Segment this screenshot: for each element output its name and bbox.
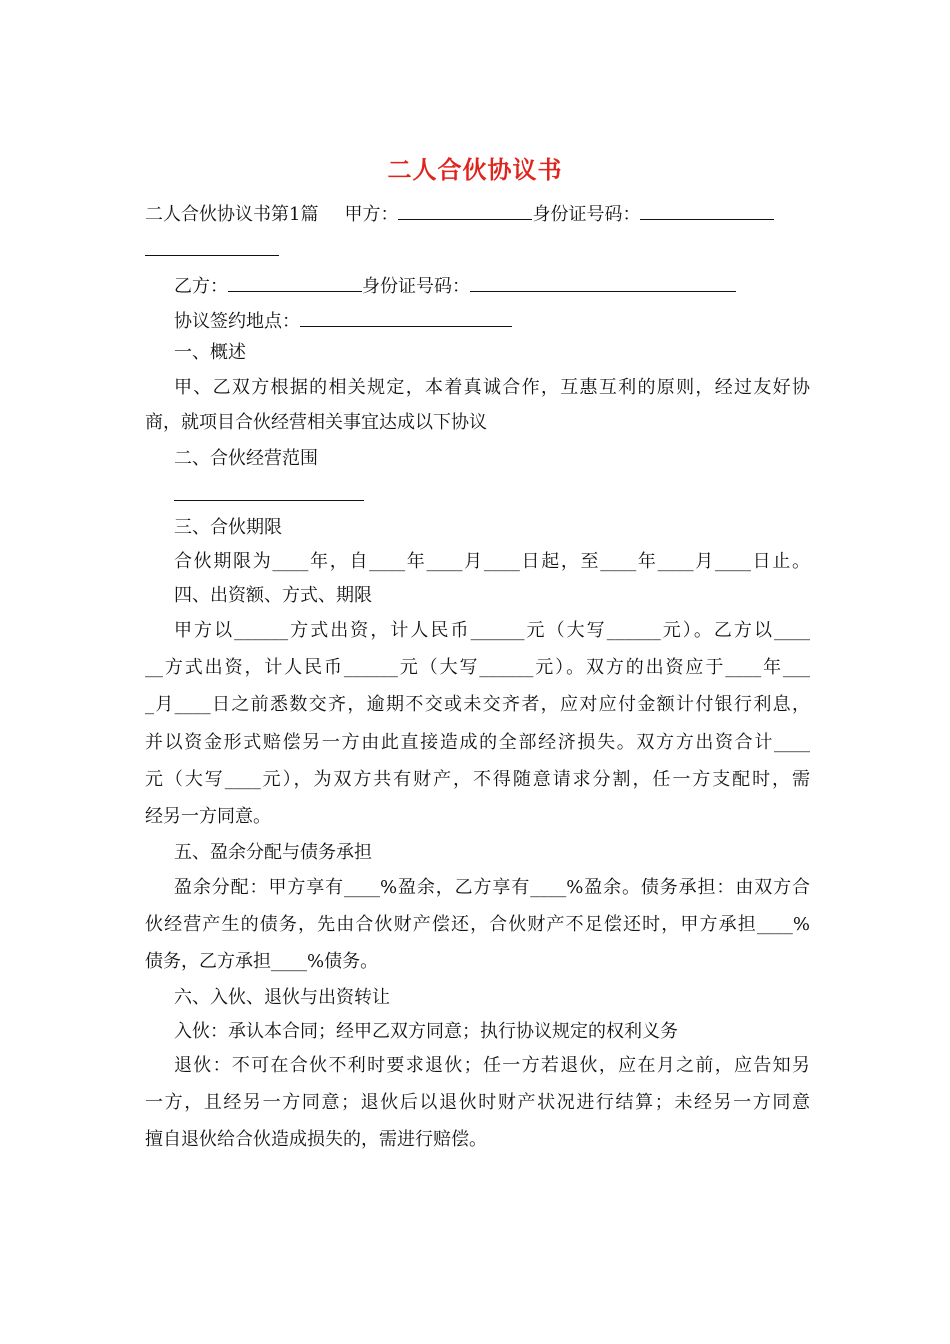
paragraph-line: 伙经营产生的债务，先由合伙财产偿还，合伙财产不足偿还时，甲方承担____% [145, 914, 810, 935]
paragraph-line: 退伙：不可在合伙不利时要求退伙；任一方若退伙，应在月之前，应告知另 [174, 1055, 810, 1076]
party-a-id-continuation [145, 237, 810, 262]
scope-blank[interactable] [174, 482, 364, 501]
party-b-id-label: 身份证号码： [362, 276, 470, 297]
paragraph-line: 合伙期限为____年，自____年____月____日起，至____年____月____日止。 [174, 551, 810, 572]
scope-line [174, 482, 810, 507]
paragraph-line: 商，就项目合伙经营相关事宜达成以下协议 [145, 412, 487, 433]
party-b-line [174, 273, 810, 298]
section-heading: 五、盈余分配与债务承担 [174, 842, 372, 863]
paragraph-line: 经另一方同意。 [145, 806, 271, 827]
section-heading: 六、入伙、退伙与出资转让 [174, 987, 390, 1008]
party-a-id-label: 身份证号码： [532, 204, 641, 225]
party-a-label: 甲方： [344, 204, 399, 225]
part-label: 二人合伙协议书第1篇 [145, 204, 319, 225]
party-b-label: 乙方： [174, 276, 228, 297]
sign-place-blank[interactable] [300, 308, 512, 327]
paragraph-line: 甲方以______方式出资，计人民币______元（大写______元）。乙方以____ [174, 620, 810, 641]
paragraph-line: 并以资金形式赔偿另一方由此直接造成的全部经济损失。双方方出资合计____ [145, 732, 810, 753]
paragraph-line: 元（大写____元），为双方共有财产，不得随意请求分割，任一方支配时，需 [145, 769, 810, 790]
paragraph-line: __方式出资，计人民币______元（大写______元）。双方的出资应于____年___ [145, 657, 810, 678]
party-b-id-blank[interactable] [470, 273, 736, 292]
paragraph-line: _月____日之前悉数交齐，逾期不交或未交齐者，应对应付金额计付银行利息， [145, 694, 810, 715]
party-a-id-blank-2[interactable] [145, 237, 279, 256]
paragraph-line: 债务，乙方承担____%债务。 [145, 951, 379, 972]
paragraph-line: 擅自退伙给合伙造成损失的，需进行赔偿。 [145, 1129, 487, 1150]
party-b-blank[interactable] [228, 273, 362, 292]
section-heading: 一、概述 [174, 342, 246, 363]
section-heading: 二、合伙经营范围 [174, 448, 318, 469]
paragraph-line: 甲、乙双方根据的相关规定，本着真诚合作，互惠互利的原则，经过友好协 [174, 377, 810, 398]
paragraph-line: 入伙：承认本合同；经甲乙双方同意；执行协议规定的权利义务 [174, 1021, 678, 1042]
section-heading: 四、出资额、方式、期限 [174, 585, 372, 606]
paragraph-line: 盈余分配：甲方享有____%盈余，乙方享有____%盈余。债务承担：由双方合 [174, 877, 810, 898]
document-title: 二人合伙协议书 [387, 155, 563, 184]
section-heading: 三、合伙期限 [174, 517, 282, 538]
sign-place-label: 协议签约地点： [174, 311, 300, 332]
header-line [145, 201, 810, 226]
paragraph-line: 一方，且经另一方同意；退伙后以退伙时财产状况进行结算；未经另一方同意 [145, 1092, 810, 1113]
party-a-id-blank[interactable] [640, 201, 774, 220]
sign-place-line [174, 308, 810, 333]
party-a-blank[interactable] [398, 201, 532, 220]
